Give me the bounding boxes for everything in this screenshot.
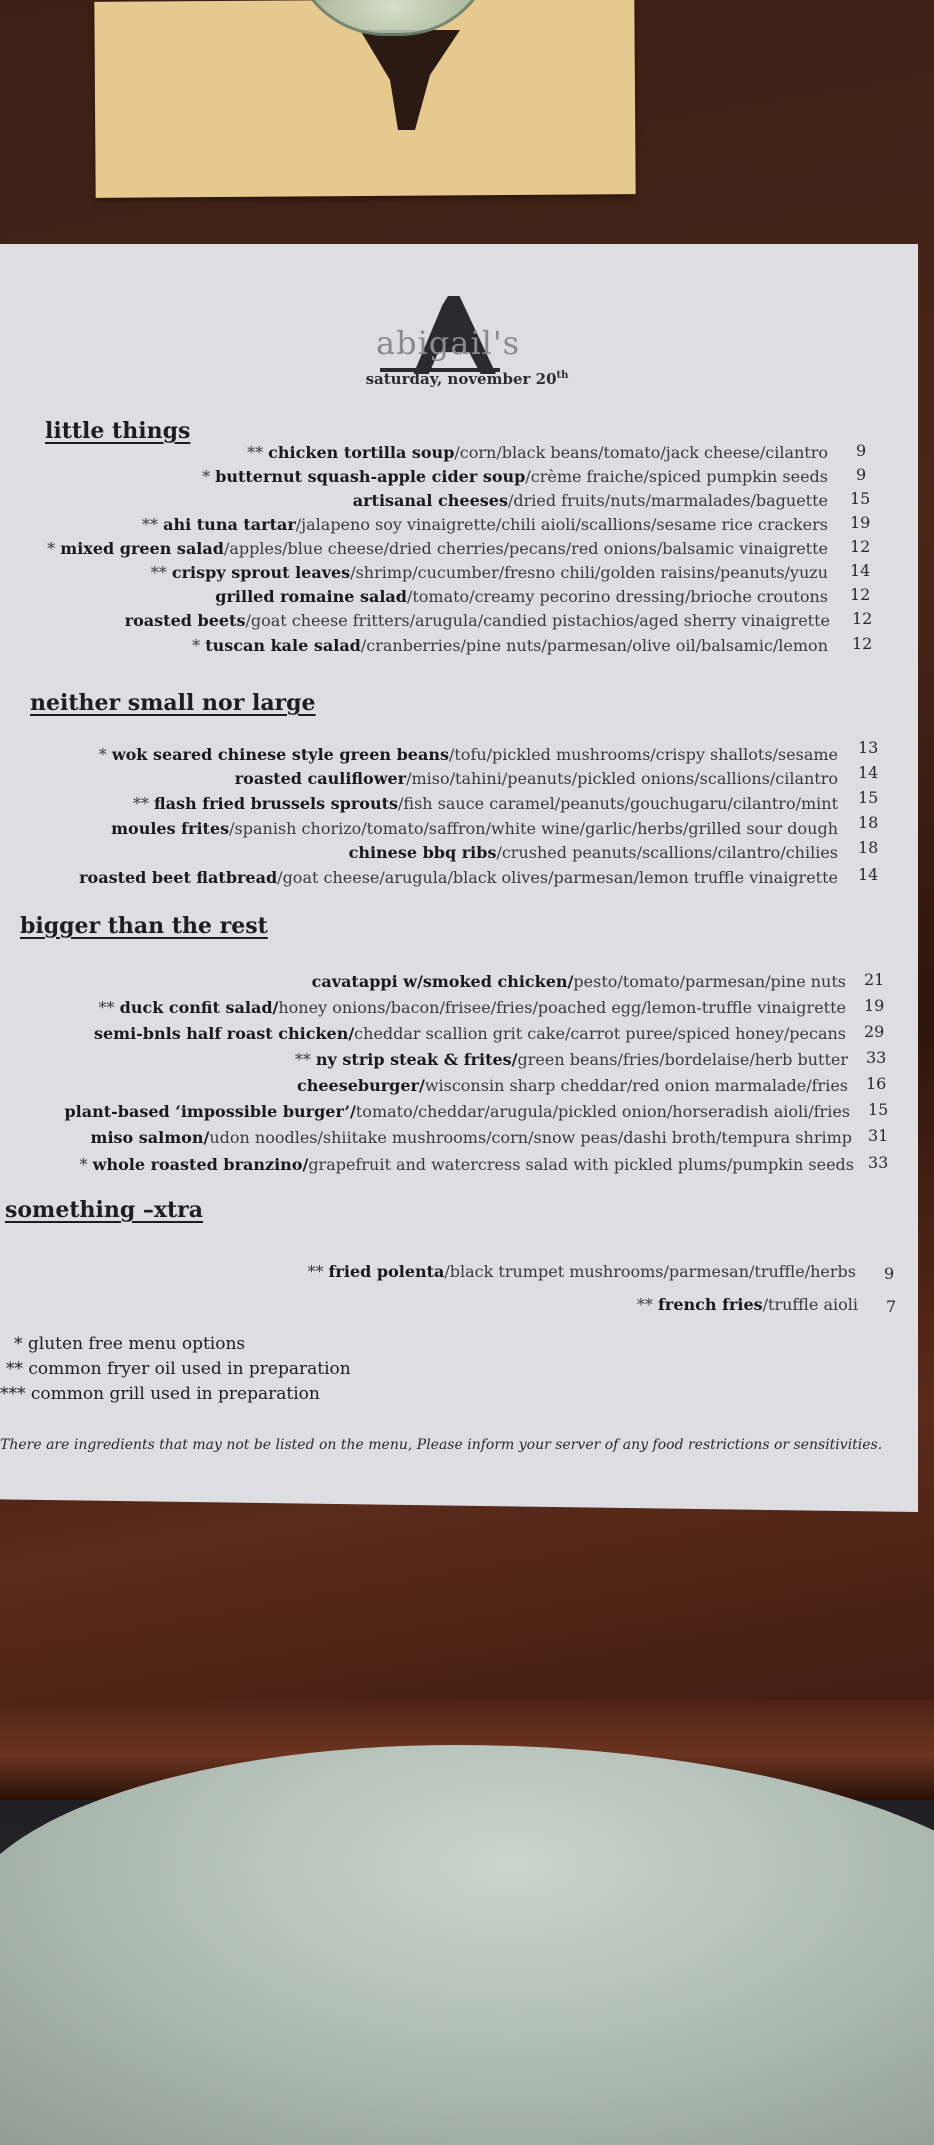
restaurant-logo <box>0 296 934 376</box>
item-name: duck confit salad/ <box>119 998 279 1017</box>
item-name: chinese bbq ribs <box>348 843 497 862</box>
dietary-mark: ** <box>636 1295 658 1314</box>
legend-gluten-free: * gluten free menu options <box>14 1334 246 1354</box>
clothing-fabric <box>0 1745 934 2145</box>
item-name: plant-based ‘impossible burger’/ <box>64 1102 356 1121</box>
dietary-mark: * <box>79 1155 93 1174</box>
item-description: tomato/cheddar/arugula/pickled onion/horseradish aioli/fries <box>355 1102 850 1121</box>
item-description: /shrimp/cucumber/fresno chili/golden raisins/peanuts/yuzu <box>350 563 828 582</box>
item-description: /tomato/creamy pecorino dressing/brioche croutons <box>406 587 828 606</box>
item-price: 21 <box>864 970 885 989</box>
item-price: 33 <box>868 1153 889 1172</box>
menu-item <box>133 794 838 813</box>
menu-item <box>295 1050 848 1069</box>
dietary-mark: ** <box>132 794 155 813</box>
item-price: 19 <box>864 996 885 1015</box>
menu-item <box>215 587 828 606</box>
item-name: ahi tuna tartar <box>163 515 296 534</box>
dietary-mark: ** <box>98 998 120 1017</box>
item-price: 14 <box>858 763 879 782</box>
item-name: roasted beet flatbread <box>79 868 278 887</box>
dietary-mark: ** <box>307 1262 329 1281</box>
menu-item <box>202 467 828 486</box>
menu-item <box>99 745 838 764</box>
menu-item <box>312 972 846 991</box>
item-price: 14 <box>858 865 879 884</box>
dietary-mark: ** <box>142 515 164 534</box>
allergy-footnote: There are ingredients that may not be listed on the menu, Please inform your server of any food restrictions or sensitivities. <box>0 1437 883 1453</box>
dietary-mark: * <box>202 467 216 486</box>
menu-date <box>0 370 934 388</box>
item-name: artisanal cheeses <box>352 491 508 510</box>
menu-item <box>47 539 828 558</box>
menu-item <box>142 515 828 534</box>
item-name: ny strip steak & frites/ <box>315 1050 518 1069</box>
item-name: crispy sprout leaves <box>171 563 351 582</box>
item-price: 9 <box>856 465 867 484</box>
item-price: 16 <box>866 1074 887 1093</box>
item-name: semi-bnls half roast chicken/ <box>93 1024 355 1043</box>
item-description: /spanish chorizo/tomato/saffron/white wine/garlic/herbs/grilled sour dough <box>229 819 838 838</box>
item-price: 12 <box>850 537 871 556</box>
item-description: pesto/tomato/parmesan/pine nuts <box>573 972 846 991</box>
item-description: /crème fraiche/spiced pumpkin seeds <box>525 467 828 486</box>
item-price: 12 <box>850 585 871 604</box>
menu-item <box>91 1128 852 1147</box>
item-name: grilled romaine salad <box>215 587 407 606</box>
section-heading-neither-small-nor-large: neither small nor large <box>30 690 316 716</box>
menu-item <box>111 819 838 838</box>
legend-common-grill: *** common grill used in preparation <box>0 1384 320 1404</box>
item-name: flash fried brussels sprouts <box>154 794 398 813</box>
item-description: /jalapeno soy vinaigrette/chili aioli/scallions/sesame rice crackers <box>295 515 828 534</box>
item-price: 18 <box>858 813 879 832</box>
dietary-mark: ** <box>294 1050 316 1069</box>
item-description: /fish sauce caramel/peanuts/gouchugaru/cilantro/mint <box>398 794 838 813</box>
item-price: 19 <box>850 513 871 532</box>
section-heading-little-things: little things <box>45 418 191 444</box>
item-description: grapefruit and watercress salad with pickled plums/pumpkin seeds <box>308 1155 854 1174</box>
dietary-mark: * <box>98 745 112 764</box>
item-price: 9 <box>856 441 867 460</box>
item-description: udon noodles/shiitake mushrooms/corn/snow peas/dashi broth/tempura shrimp <box>209 1128 852 1147</box>
menu-item <box>637 1295 858 1314</box>
menu-item <box>349 843 838 862</box>
item-name: cheeseburger/ <box>297 1076 425 1095</box>
item-description: /goat cheese/arugula/black olives/parmesan/lemon truffle vinaigrette <box>277 868 838 887</box>
item-description: wisconsin sharp cheddar/red onion marmalade/fries <box>424 1076 848 1095</box>
item-description: /miso/tahini/peanuts/pickled onions/scallions/cilantro <box>406 769 838 788</box>
item-price: 7 <box>886 1297 897 1316</box>
dietary-mark: ** <box>247 443 269 462</box>
menu-item <box>94 1024 846 1043</box>
item-price: 18 <box>858 838 879 857</box>
menu-date-suffix: th <box>556 370 569 381</box>
section-heading-something-xtra: something –xtra <box>5 1197 204 1223</box>
menu-item <box>125 611 830 630</box>
item-description: /corn/black beans/tomato/jack cheese/cilantro <box>454 443 828 462</box>
item-description: honey onions/bacon/frisee/fries/poached egg/lemon-truffle vinaigrette <box>278 998 846 1017</box>
menu-item <box>192 636 828 655</box>
item-description: /truffle aioli <box>762 1295 858 1314</box>
menu-item <box>79 868 838 887</box>
item-description: green beans/fries/bordelaise/herb butter <box>517 1050 848 1069</box>
item-price: 15 <box>868 1100 889 1119</box>
dietary-mark: * <box>47 539 61 558</box>
item-description: /goat cheese fritters/arugula/candied pistachios/aged sherry vinaigrette <box>245 611 830 630</box>
item-price: 15 <box>850 489 871 508</box>
dietary-mark: * <box>192 636 206 655</box>
item-price: 13 <box>858 738 879 757</box>
item-price: 9 <box>884 1264 895 1283</box>
logo-wordmark: abigail's <box>376 324 521 362</box>
legend-common-fryer: ** common fryer oil used in preparation <box>6 1359 351 1379</box>
item-price: 29 <box>864 1022 885 1041</box>
item-description: /tofu/pickled mushrooms/crispy shallots/sesame <box>448 745 838 764</box>
menu-item <box>297 1076 848 1095</box>
item-description: /cranberries/pine nuts/parmesan/olive oil/balsamic/lemon <box>360 636 828 655</box>
item-name: miso salmon/ <box>90 1128 210 1147</box>
menu-item <box>80 1155 854 1174</box>
item-name: wok seared chinese style green beans <box>111 745 449 764</box>
item-name: french fries <box>658 1295 763 1314</box>
menu-item <box>307 1262 856 1281</box>
section-heading-bigger-than-the-rest: bigger than the rest <box>20 913 268 939</box>
item-name: cavatappi w/smoked chicken/ <box>311 972 574 991</box>
item-price: 12 <box>852 634 873 653</box>
item-name: roasted cauliflower <box>234 769 407 788</box>
menu-item <box>247 443 828 462</box>
item-name: whole roasted branzino/ <box>92 1155 309 1174</box>
menu-item <box>99 998 846 1017</box>
item-price: 14 <box>850 561 871 580</box>
item-description: /black trumpet mushrooms/parmesan/truffle/herbs <box>444 1262 856 1281</box>
item-name: chicken tortilla soup <box>268 443 455 462</box>
item-name: tuscan kale salad <box>205 636 361 655</box>
menu-item <box>235 769 838 788</box>
menu-item <box>151 563 828 582</box>
item-name: roasted beets <box>124 611 246 630</box>
item-name: moules frites <box>111 819 230 838</box>
dietary-mark: ** <box>150 563 172 582</box>
item-price: 15 <box>858 788 879 807</box>
item-price: 31 <box>868 1126 889 1145</box>
item-description: /apples/blue cheese/dried cherries/pecans/red onions/balsamic vinaigrette <box>223 539 828 558</box>
item-description: cheddar scallion grit cake/carrot puree/spiced honey/pecans <box>354 1024 846 1043</box>
item-description: /crushed peanuts/scallions/cilantro/chilies <box>496 843 838 862</box>
item-name: butternut squash-apple cider soup <box>215 467 526 486</box>
menu-item <box>353 491 828 510</box>
item-description: /dried fruits/nuts/marmalades/baguette <box>507 491 828 510</box>
menu-item <box>64 1102 850 1121</box>
item-name: mixed green salad <box>60 539 224 558</box>
item-price: 12 <box>852 609 873 628</box>
item-name: fried polenta <box>328 1262 445 1281</box>
item-price: 33 <box>866 1048 887 1067</box>
menu-date-text: saturday, november 20 <box>365 370 557 388</box>
